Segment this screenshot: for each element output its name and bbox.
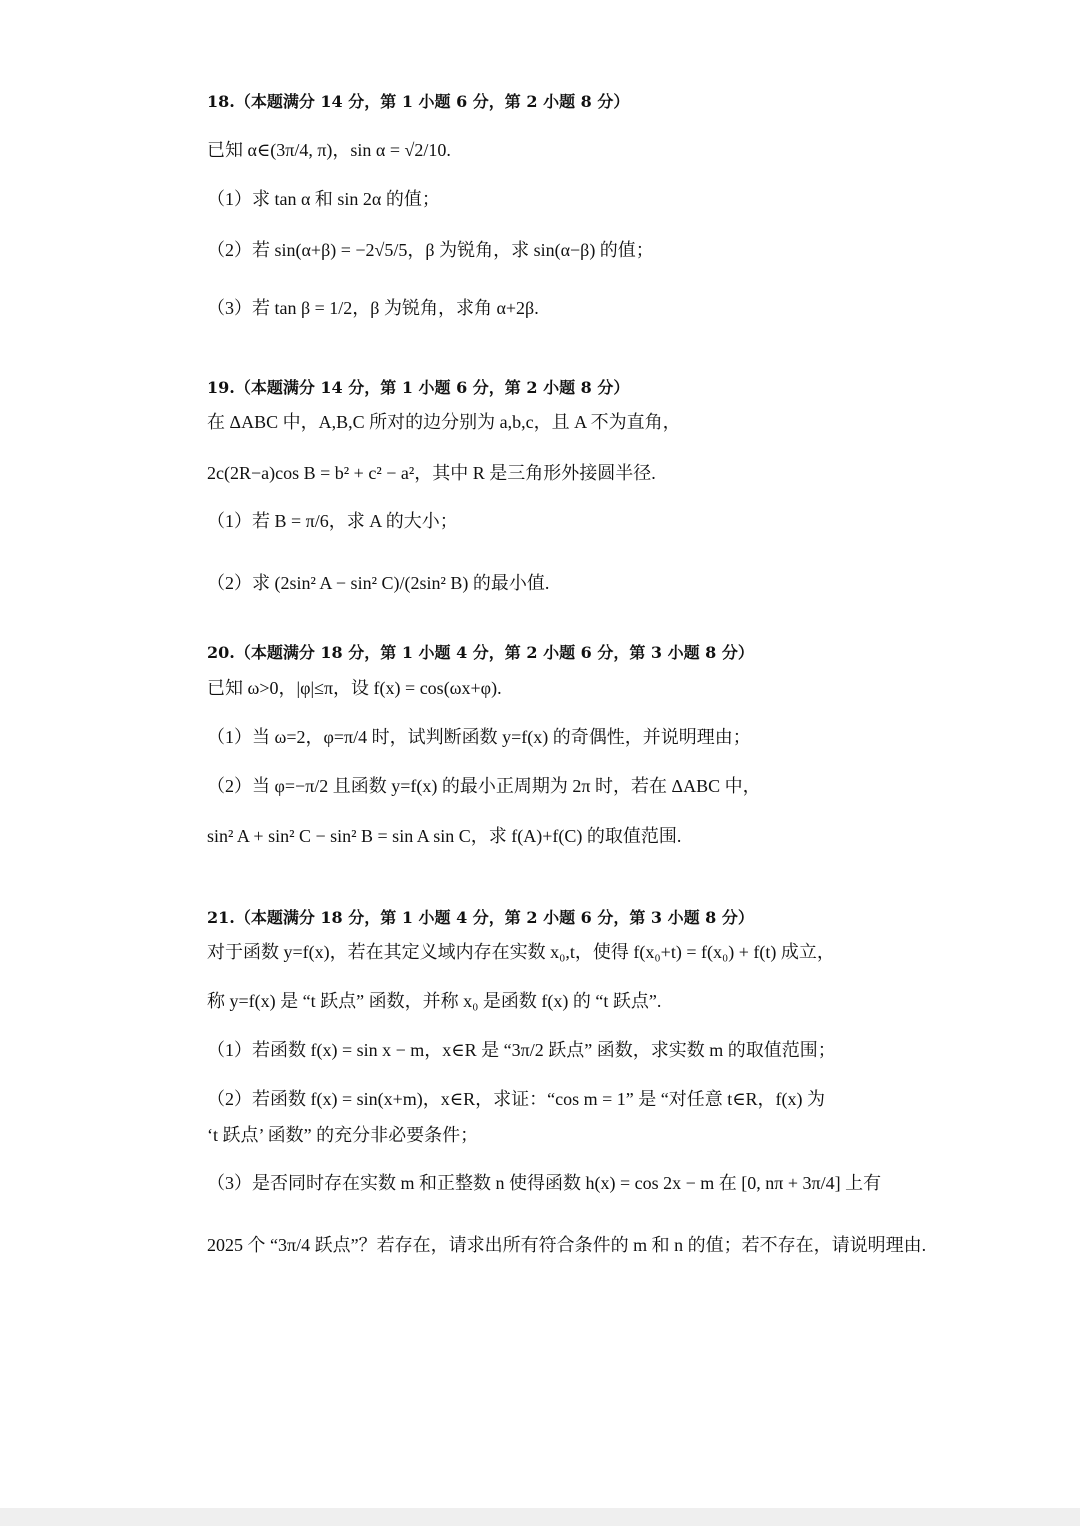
q19-line-1: 在 ΔABC 中，A,B,C 所对的边分别为 a,b,c，且 A 不为直角，: [207, 412, 681, 432]
q21-part-1: （1）若函数 f(x) = sin x − m，x∈R 是 “3π/2 跃点” 函数，求实数 m 的取值范围；: [207, 1040, 836, 1060]
q19-line-2: 2c(2R−a)cos B = b² + c² − a²，其中 R 是三角形外接圆半径.: [207, 463, 656, 483]
q20-line-1: 已知 ω>0，|φ|≤π，设 f(x) = cos(ωx+φ).: [207, 678, 502, 698]
q21-line-2: 称 y=f(x) 是 “t 跃点” 函数，并称 x₀ 是函数 f(x) 的 “t 跃点”.: [207, 991, 662, 1011]
q21-part-2: （2）若函数 f(x) = sin(x+m)，x∈R，求证：“cos m = 1” 是 “对任意 t∈R，f(x) 为: [207, 1089, 826, 1109]
q20-part-2-cont: sin² A + sin² C − sin² B = sin A sin C，求 f(A)+f(C) 的取值范围.: [207, 826, 682, 846]
q21-part-3-cont: 2025 个 “3π/4 跃点”？若存在，请求出所有符合条件的 m 和 n 的值；若不存在，请说明理由.: [207, 1235, 927, 1255]
q19-part-2: （2）求 (2sin² A − sin² C)/(2sin² B) 的最小值.: [207, 573, 550, 593]
q18-part-2: （2）若 sin(α+β) = −2√5/5，β 为锐角，求 sin(α−β) 的值；: [207, 240, 654, 260]
q18-part-3: （3）若 tan β = 1/2，β 为锐角，求角 α+2β.: [207, 298, 539, 318]
q21-heading: 21.（本题满分 18 分，第 1 小题 4 分，第 2 小题 6 分，第 3 小题 8 分）: [207, 908, 754, 927]
q20-heading: 20.（本题满分 18 分，第 1 小题 4 分，第 2 小题 6 分，第 3 小题 8 分）: [207, 643, 754, 662]
q18-given: 已知 α∈(3π/4, π)，sin α = √2/10.: [207, 140, 451, 160]
q18-heading: 18.（本题满分 14 分，第 1 小题 6 分，第 2 小题 8 分）: [207, 92, 630, 111]
q19-heading: 19.（本题满分 14 分，第 1 小题 6 分，第 2 小题 8 分）: [207, 378, 630, 397]
q19-part-1: （1）若 B = π/6，求 A 的大小；: [207, 511, 458, 531]
q21-part-3: （3）是否同时存在实数 m 和正整数 n 使得函数 h(x) = cos 2x − m 在 [0, nπ + 3π/4] 上有: [207, 1173, 882, 1193]
q21-line-1: 对于函数 y=f(x)，若在其定义域内存在实数 x₀,t，使得 f(x₀+t) = f(x₀) + f(t) 成立，: [207, 942, 835, 962]
q20-part-1: （1）当 ω=2，φ=π/4 时，试判断函数 y=f(x) 的奇偶性，并说明理由；: [207, 727, 751, 747]
q18-part-1: （1）求 tan α 和 sin 2α 的值；: [207, 189, 440, 209]
q20-part-2: （2）当 φ=−π/2 且函数 y=f(x) 的最小正周期为 2π 时，若在 ΔABC 中，: [207, 776, 761, 796]
q21-part-2-cont: ‘t 跃点’ 函数” 的充分非必要条件；: [207, 1125, 479, 1145]
bottom-strip: [0, 1508, 1080, 1526]
